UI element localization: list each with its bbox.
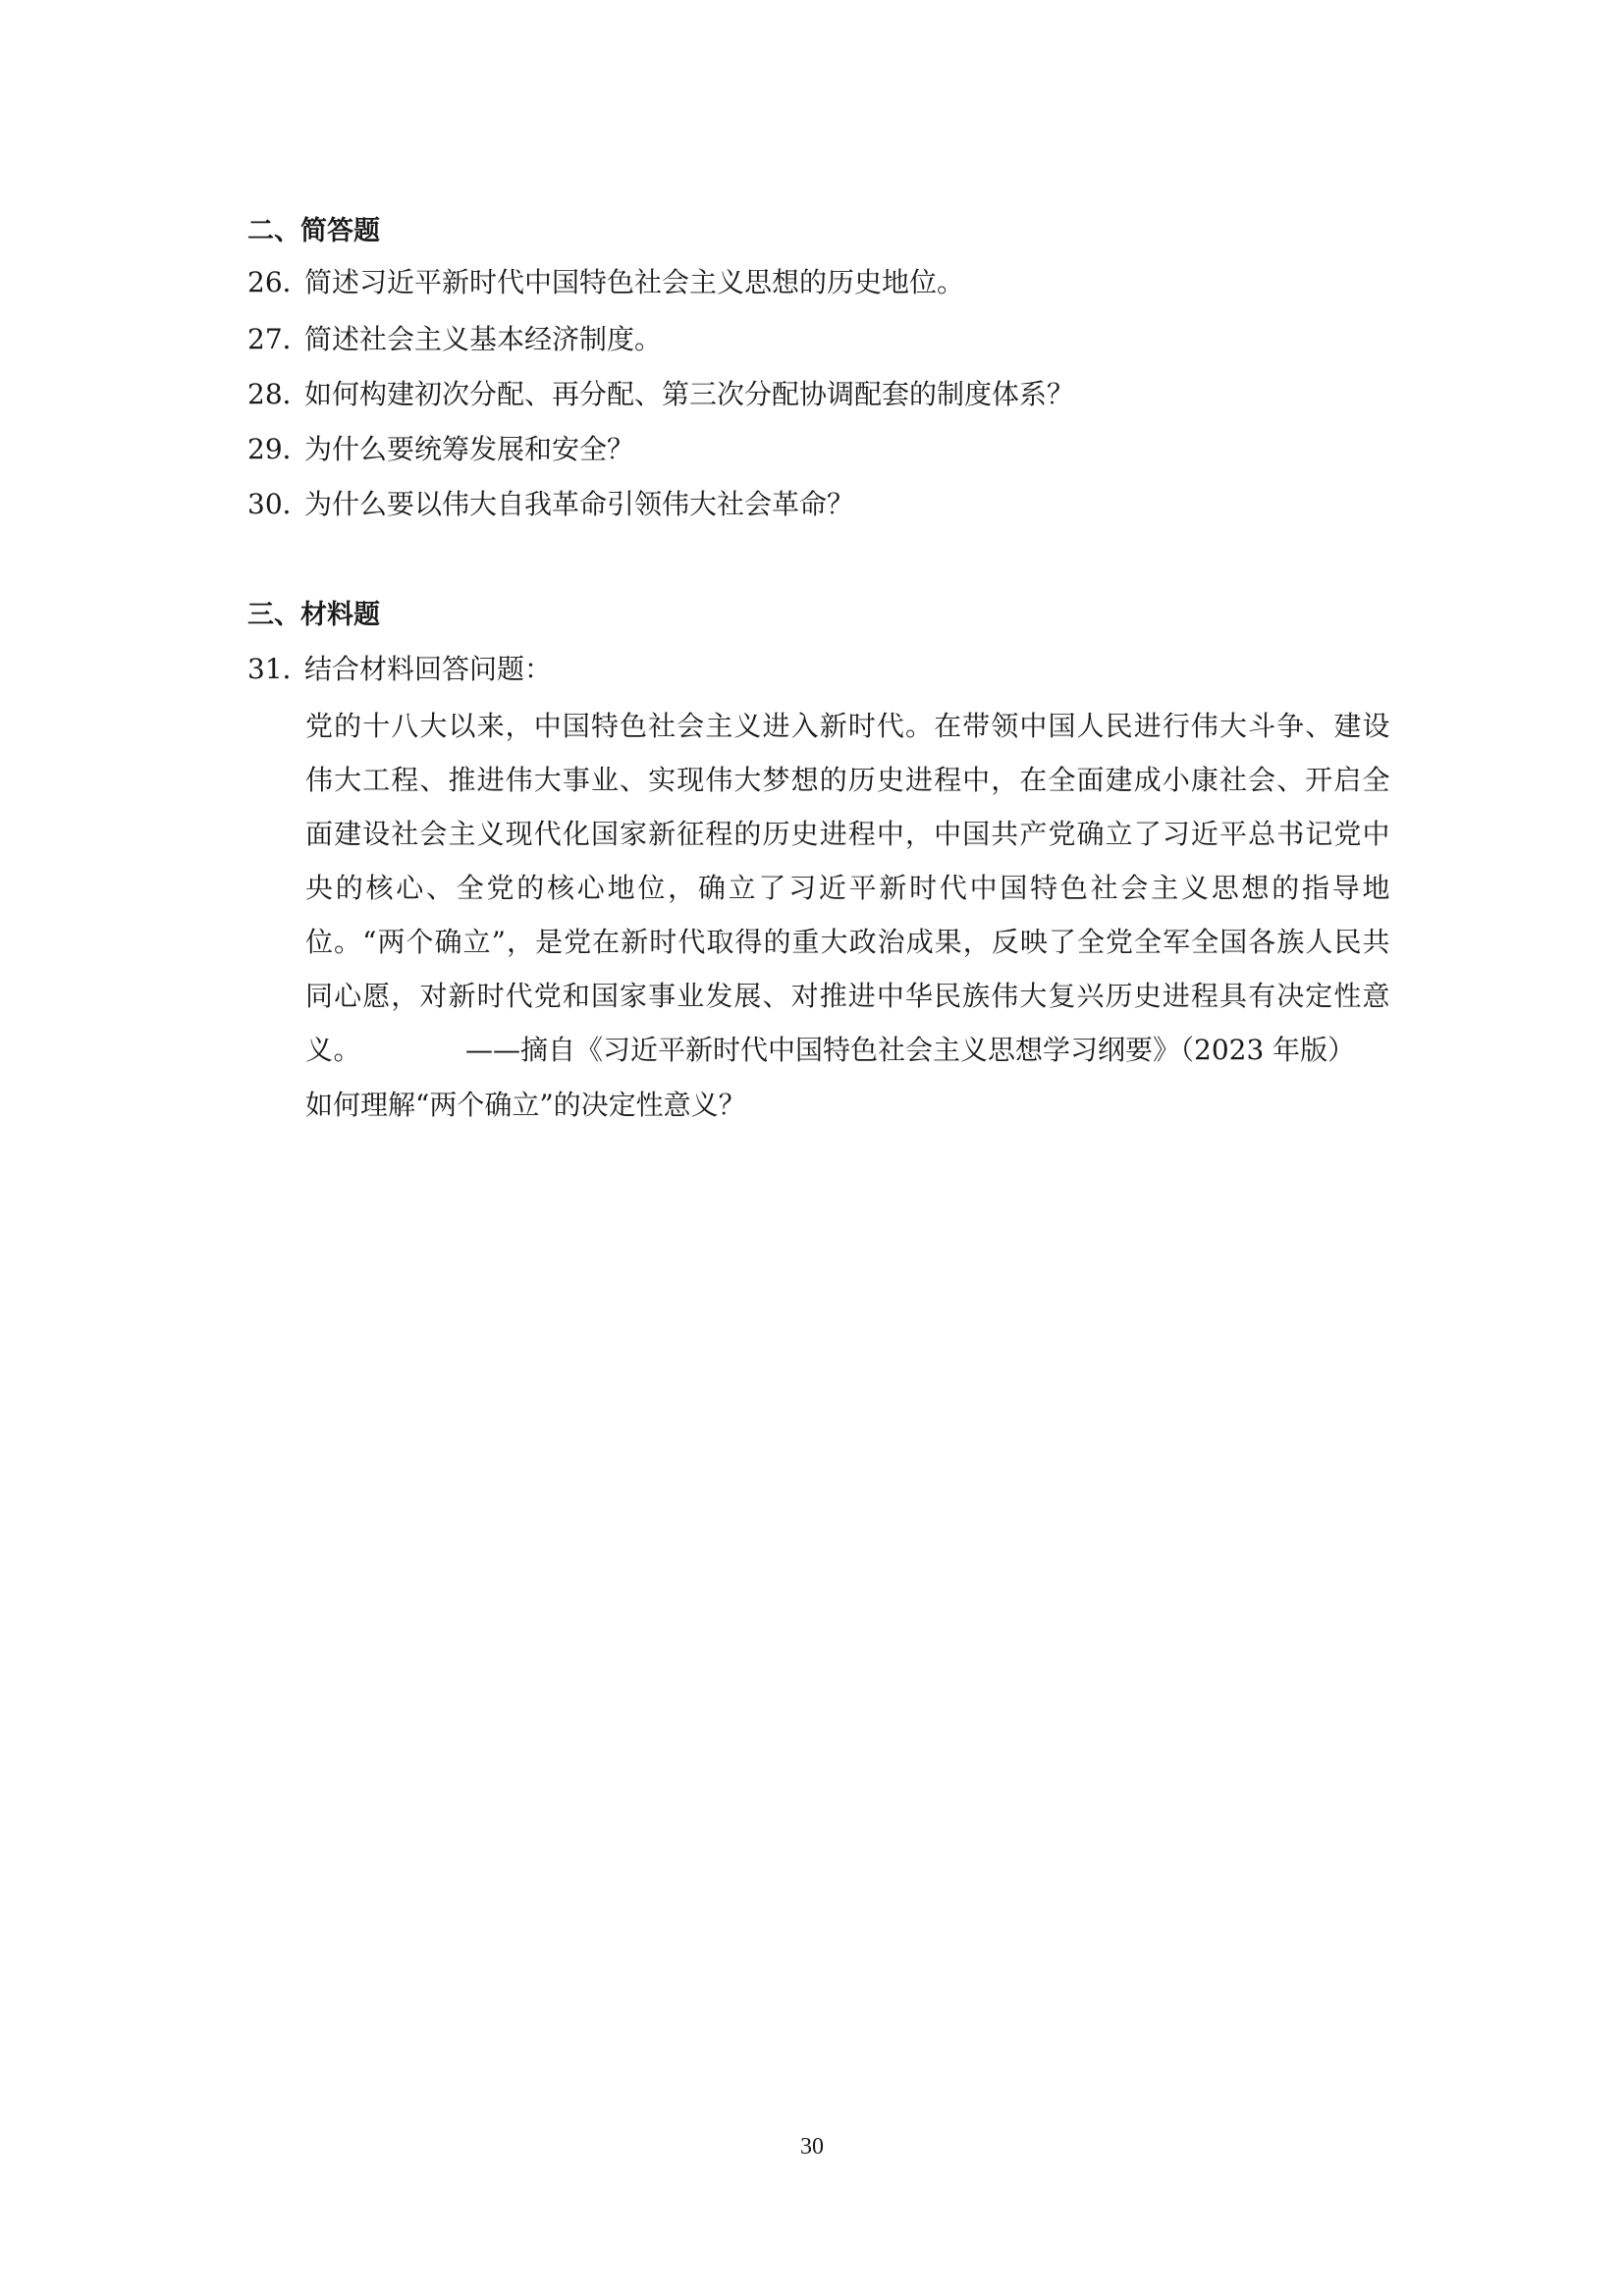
question-27 xyxy=(247,322,662,357)
question-30 xyxy=(247,487,854,522)
question-number: 31． xyxy=(247,653,310,685)
question-text: 简述社会主义基本经济制度。 xyxy=(304,323,663,355)
material-question: 如何理解“两个确立”的决定性意义？ xyxy=(305,1089,746,1121)
question-29 xyxy=(247,432,634,467)
page-number: 30 xyxy=(800,2134,824,2160)
question-text: 简述习近平新时代中国特色社会主义思想的历史地位。 xyxy=(304,266,965,298)
section-heading-material: 三、材料题 xyxy=(247,600,380,630)
material-source-citation: ——摘自《习近平新时代中国特色社会主义思想学习纲要》（2023 年版） xyxy=(465,1034,1356,1066)
question-text: 如何构建初次分配、再分配、第三次分配协调配套的制度体系？ xyxy=(304,378,1075,410)
question-28 xyxy=(247,377,1074,412)
question-26 xyxy=(247,265,964,300)
question-text: 为什么要统筹发展和安全？ xyxy=(304,433,635,465)
question-text: 结合材料回答问题： xyxy=(304,653,553,685)
question-number: 27． xyxy=(247,323,310,355)
question-number: 26． xyxy=(247,266,310,298)
question-31 xyxy=(247,652,552,687)
question-number: 28． xyxy=(247,378,310,410)
question-number: 29． xyxy=(247,433,310,465)
question-text: 为什么要以伟大自我革命引领伟大社会革命？ xyxy=(304,488,855,520)
question-number: 30． xyxy=(247,488,310,520)
material-paragraph: 党的十八大以来，中国特色社会主义进入新时代。在带领中国人民进行伟大斗争、建设伟大工程、推进伟大事业、实现伟大梦想的历史进程中，在全面建成小康社会、开启全面建设社会主义现代化国家新征程的历史进程中，中国共产党确立了习近平总书记党中央的核心、全党的核心地位，确立了习近平新时代中国特色社会主义思想的指导地位。“两个确立”，是党在新时代取得的重大政治成果，反映了全党全军全国各族人民共同心愿，对新时代党和国家事业发展、对推进中华民族伟大复兴历史进程具有决定性意义。 xyxy=(305,710,1390,1066)
section-heading-short-answer: 二、简答题 xyxy=(247,216,380,246)
